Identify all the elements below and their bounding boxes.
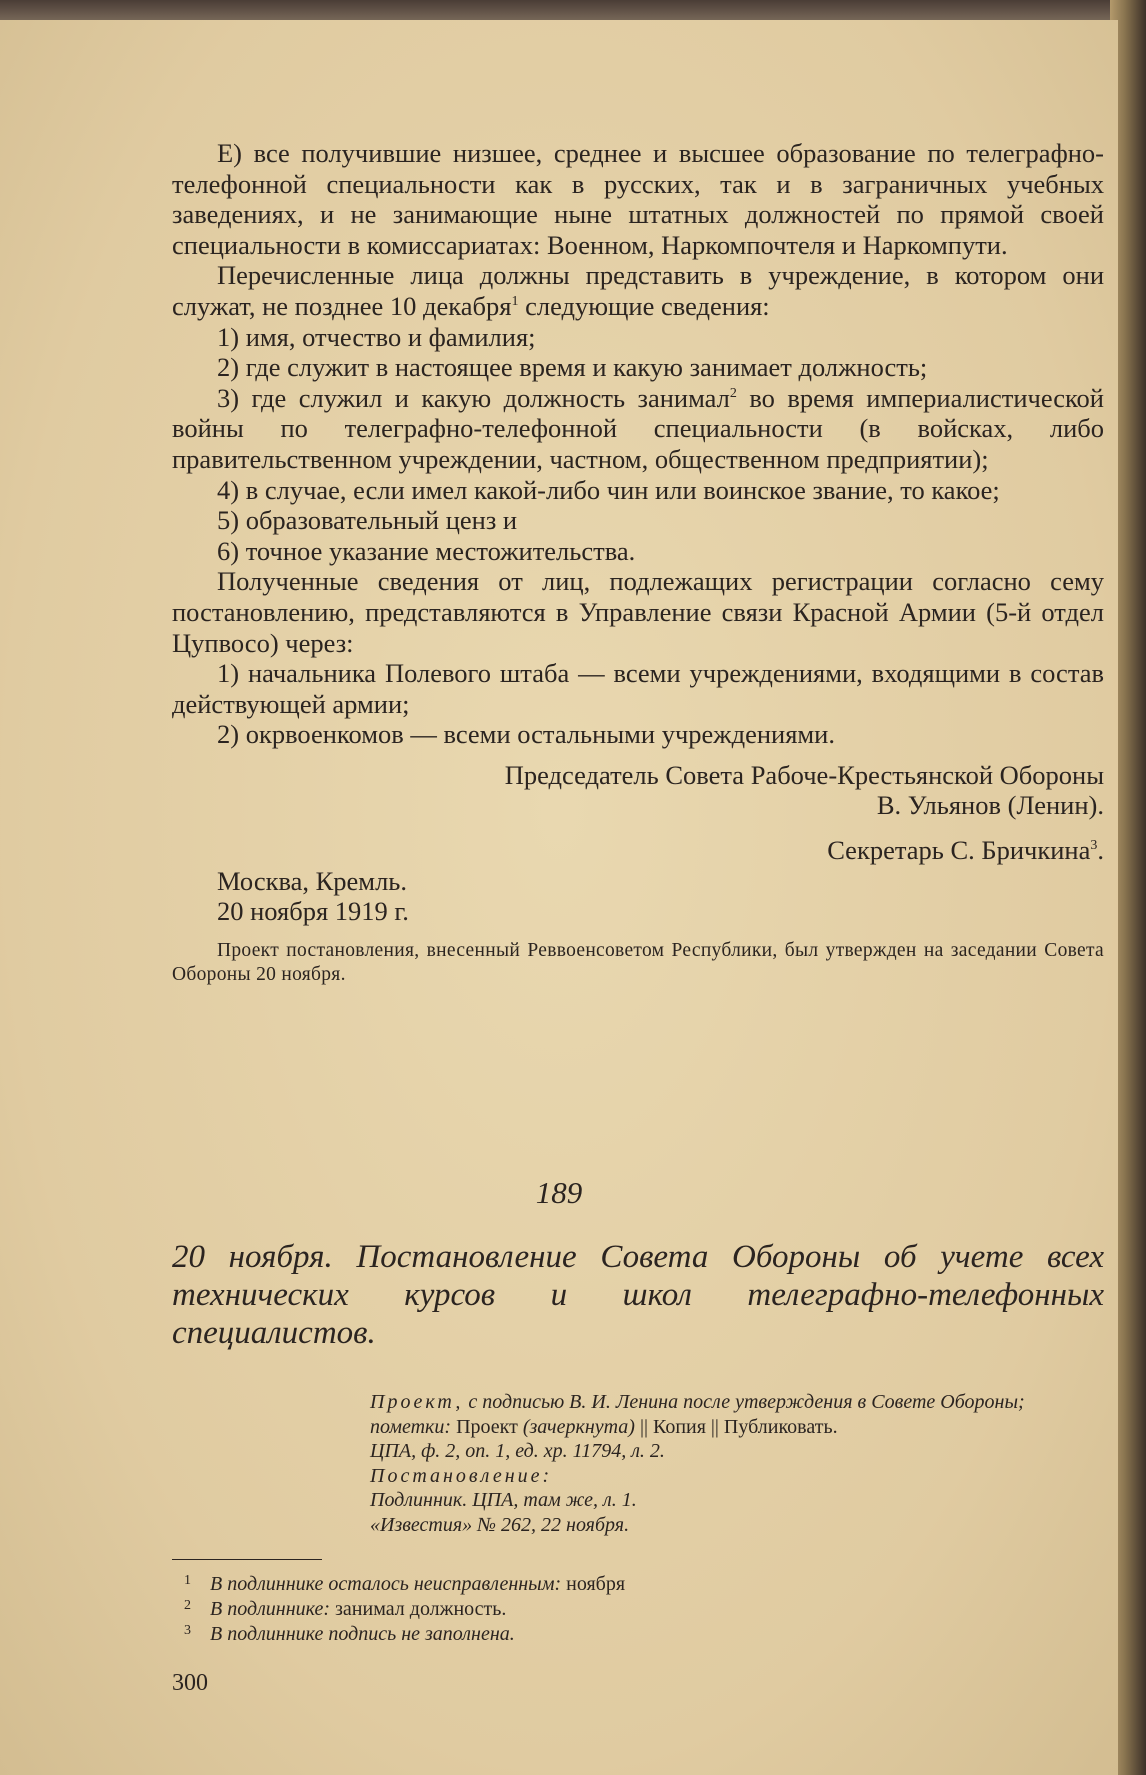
editorial-note: Проект постановления, внесенный Реввоенсоветом Республики, был утвержден на заседании Совета Обороны 20 ноября. <box>172 939 1104 985</box>
footnotes <box>184 1570 1090 1645</box>
secretary-signature: Секретарь С. Бричкина$^3$. <box>827 835 1104 866</box>
list-item-2: 2) где служит в настоящее время и какую занимает должность; <box>217 352 928 383</box>
archival-sources <box>370 1390 1104 1537</box>
place: Москва, Кремль. <box>217 865 408 896</box>
footnote-divider <box>172 1559 322 1560</box>
list-item-5: 5) образовательный ценз и <box>217 505 518 536</box>
footnote-1: 1 В подлиннике осталось неисправленным: ноября <box>184 1573 626 1595</box>
footnote-2: 2 В подлиннике: занимал должность. <box>184 1598 507 1620</box>
footnote-ref-2: 2 <box>729 385 737 401</box>
list-item-1: 1) имя, отчество и фамилия; <box>217 321 536 352</box>
paragraph-received-info: Полученные сведения от лиц, подлежащих регистрации согласно сему постановлению, представляются в Управление связи Красной Армии (5-й отдел Цупвосо) через: <box>172 566 1104 658</box>
list-item-3: 3) где служил и какую должность занимал$^2$ во время империалистической войны по телеграфно-телефонной специальности (в войсках, либо правительственном учреждении, частном, общественном предприятии); <box>172 382 1104 474</box>
footnote-ref-1: 1 <box>511 293 519 309</box>
source-line-2: ЦПА, ф. 2, оп. 1, ед. хр. 11794, л. 2. <box>370 1440 665 1462</box>
book-page <box>0 20 1118 1775</box>
list-item-4: 4) в случае, если имел какой-либо чин или воинское звание, то какое; <box>217 474 1000 505</box>
footnote-ref-3: 3 <box>1090 838 1098 854</box>
source-line-3: Постановление: <box>370 1464 553 1487</box>
source-line-5: «Известия» № 262, 22 ноября. <box>370 1513 630 1536</box>
footnote-3: 3 В подлиннике подпись не заполнена. <box>184 1623 515 1645</box>
source-line-1: Проект, с подписью В. И. Ленина после утверждения в Совете Обороны; пометки: Проект (зачеркнута) || Копия || Публиковать. <box>370 1391 1025 1438</box>
document-number: 189 <box>535 1175 583 1210</box>
date: 20 ноября 1919 г. <box>217 896 409 927</box>
document-title: 20 ноября. Постановление Совета Обороны об учете всех технических курсов и школ телеграфно-телефонных специалистов. <box>172 1239 1104 1351</box>
paragraph-e: Е) все получившие низшее, среднее и высшее образование по телеграфно-телефонной специальности как в русских, так и в заграничных учебных заведениях, и не занимающие ныне штатных должностей по прямой своей специальности в комиссариатах: Военном, Наркомпочтеля и Наркомпути. <box>172 138 1104 260</box>
decree-body <box>172 138 1104 987</box>
via-item-1: 1) начальника Полевого штаба — всеми учреждениями, входящими в состав действующей армии; <box>172 658 1104 719</box>
page-top-edge <box>0 0 1146 22</box>
chairman-name: В. Ульянов (Ленин). <box>876 790 1104 821</box>
paragraph-listed-persons: Перечисленные лица должны представить в учреждение, в котором они служат, не позднее 10 декабря$^1$ следующие сведения: <box>172 260 1104 321</box>
chairman-title: Председатель Совета Рабоче-Крестьянской Обороны <box>504 759 1104 790</box>
source-line-4: Подлинник. ЦПА, там же, л. 1. <box>370 1489 637 1511</box>
via-item-2: 2) окрвоенкомов — всеми остальными учреждениями. <box>217 719 835 750</box>
page-number: 300 <box>172 1670 208 1696</box>
list-item-6: 6) точное указание местожительства. <box>217 535 636 566</box>
